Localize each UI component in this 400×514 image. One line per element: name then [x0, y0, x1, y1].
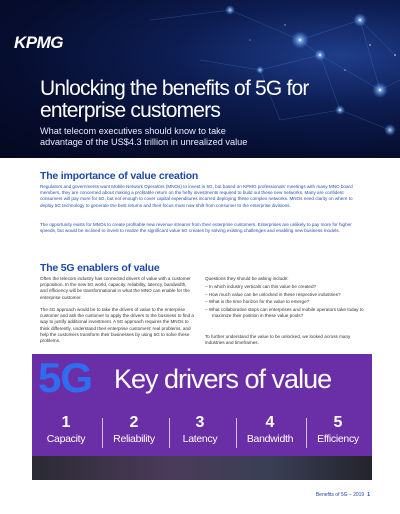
- list-item: – How much value can be unlocked in these respective industries?: [205, 291, 341, 297]
- driver-divider: [306, 418, 307, 448]
- driver-label: Capacity: [46, 433, 86, 445]
- driver-divider: [169, 418, 170, 448]
- value-creation-paragraph-2: The opportunity exists for MNOs to create profitable new revenue streams from their enterprise customers. Enterprises are unlikely to pay more for higher speeds, but would be inclined to invest to realize the significant value 5G creates by solving existing challenges and enabling new business models.: [40, 222, 352, 234]
- section-heading-enablers: The 5G enablers of value: [40, 262, 160, 274]
- key-drivers-banner: [32, 354, 372, 456]
- banner-photo-strip: [32, 456, 372, 480]
- page-number: 1: [367, 492, 370, 498]
- list-item: – In which industry verticals can this value be created?: [205, 284, 317, 289]
- questions-outro: To further understand the value to be unlocked, we looked across many industries and timeframes.: [205, 334, 351, 346]
- list-item: – What is the time horizon for the value to emerge?: [205, 299, 310, 304]
- driver-label: Reliability: [113, 433, 155, 445]
- driver-number: 5: [333, 414, 343, 431]
- driver-label: Efficiency: [317, 433, 359, 445]
- hero-banner: [0, 0, 400, 158]
- driver-bandwidth: [242, 414, 298, 446]
- driver-divider: [102, 418, 103, 448]
- questions-intro: Questions they should be asking include:: [205, 276, 289, 281]
- driver-divider: [236, 418, 237, 448]
- driver-efficiency: [310, 414, 366, 446]
- driver-label: Bandwidth: [246, 433, 294, 445]
- page-subtitle: What telecom executives should know to take advantage of the US$4.3 trillion in unrealized value: [40, 126, 248, 147]
- driver-reliability: [106, 414, 162, 446]
- driver-latency: [172, 414, 228, 446]
- footer-text: Benefits of 5G – 2019: [315, 492, 365, 498]
- list-item: – What collaborative steps can enterprises and mobile operators take today to maximize their position in these value pools?: [205, 306, 364, 318]
- driver-number: 3: [195, 414, 205, 431]
- five-g-label: 5G: [38, 354, 93, 401]
- driver-number: 2: [129, 414, 139, 431]
- page-title: Unlocking the benefits of 5G for enterprise customers: [40, 77, 309, 122]
- value-creation-paragraph-1: Regulators and governments want Mobile Network Operators (MNOs) to invest in 5G, but based on KPMG professionals' meetings with many MNO board members, they are concerned about making a profitable return on the hefty investments required to build out these new networks. Many are confident consumers will pay more for 5G, but not enough to cover capital expenditures incurred deploying these complex networks. MNOs need clarity on where to deploy 5G technology to generate the best returns and their focus must now shift from consumer to the enterprise divisions.: [40, 184, 353, 208]
- section-heading-value-creation: The importance of value creation: [40, 170, 199, 182]
- enablers-paragraph-1: Often the telecom industry has connected drivers of value with a customer proposition. In the new 5G world, capacity, reliability, latency, bandwidth, and efficiency will be transformational in what the MNO can enable for the enterprise customer.: [40, 276, 191, 300]
- questions-list: [205, 284, 365, 320]
- enablers-paragraph-2: The 4G approach would be to take the drivers of value to the enterprise customer and ask the customer to apply the drivers to the business to find a way to justify additional investment. A 5G approach requires the MNOs to think differently, understand their enterprise customers' real problems, and help the customers transform their businesses by using 5G to solve these problems.: [40, 307, 194, 344]
- kpmg-logo: KPMG: [14, 33, 63, 52]
- driver-label: Latency: [182, 433, 218, 445]
- driver-number: 4: [265, 414, 275, 431]
- driver-number: 1: [61, 414, 71, 431]
- page-footer: [316, 492, 370, 498]
- key-drivers-title: Key drivers of value: [114, 364, 332, 394]
- driver-capacity: [38, 414, 94, 446]
